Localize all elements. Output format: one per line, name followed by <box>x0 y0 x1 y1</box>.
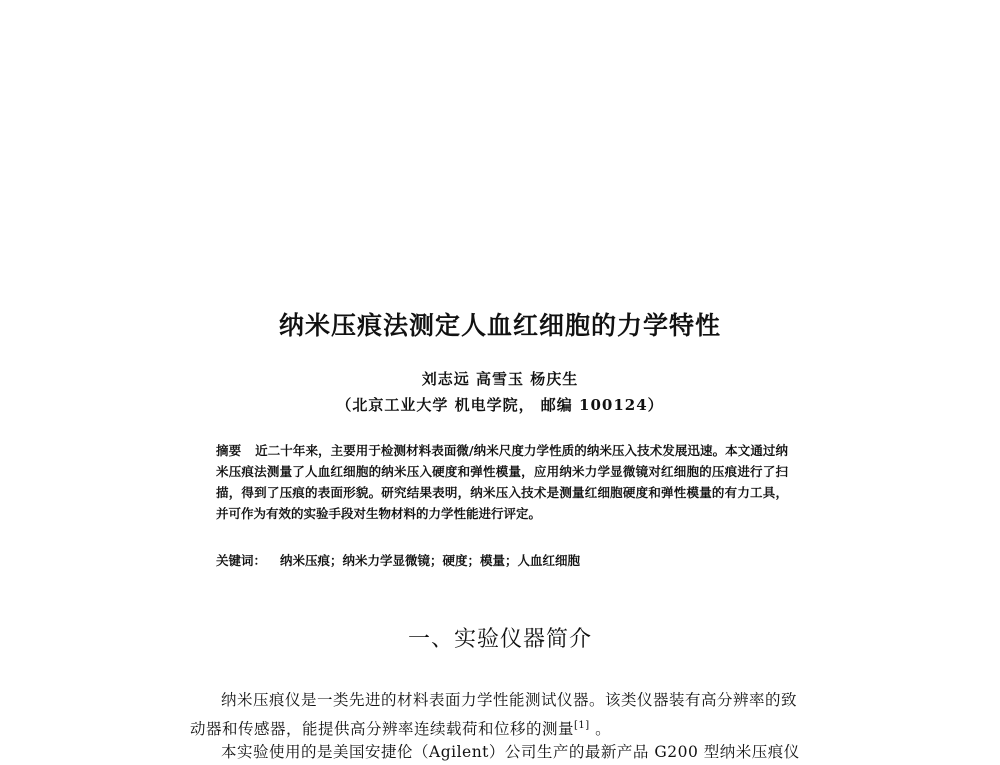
paragraph-end: 。 <box>589 720 612 739</box>
abstract-text: 近二十年来，主要用于检测材料表面微/纳米尺度力学性质的纳米压入技术发展迅速。本文通过纳米压痕法测量了人血红细胞的纳米压入硬度和弹性模量，应用纳米力学显微镜对红细胞的压痕进行了扫描，得到了压痕的表面形貌。研究结果表明，纳米压入技术是测量红细胞硬度和弹性模量的有力工具，并可作为有效的实验手段对生物材料的力学性能进行评定。 <box>216 443 788 521</box>
citation-ref: [1] <box>574 720 590 731</box>
keywords-label: 关键词： <box>216 553 267 568</box>
section-heading: 一、实验仪器简介 <box>407 627 592 652</box>
abstract <box>216 440 788 524</box>
affiliation: （北京工业大学 机电学院， 邮编 100124） <box>336 396 664 414</box>
paragraph-text: 纳米压痕仪是一类先进的材料表面力学性能测试仪器。该类仪器装有高分辨率的致动器和传感器，能提供高分辨率连续载荷和位移的测量 <box>190 691 798 739</box>
abstract-label: 摘要 <box>216 443 242 458</box>
paragraph-text: 本实验使用的是美国安捷伦（Agilent）公司生产的最新产品 G200 型纳米压痕仪 <box>221 743 800 761</box>
keywords-text: 纳米压痕；纳米力学显微镜；硬度；模量；人血红细胞 <box>280 553 581 568</box>
author-list: 刘志远 高雪玉 杨庆生 <box>421 370 579 388</box>
body-paragraph-2 <box>190 739 810 765</box>
keywords <box>216 551 788 569</box>
paper-title: 纳米压痕法测定人血红细胞的力学特性 <box>278 311 721 340</box>
body-paragraph-1 <box>190 687 810 742</box>
